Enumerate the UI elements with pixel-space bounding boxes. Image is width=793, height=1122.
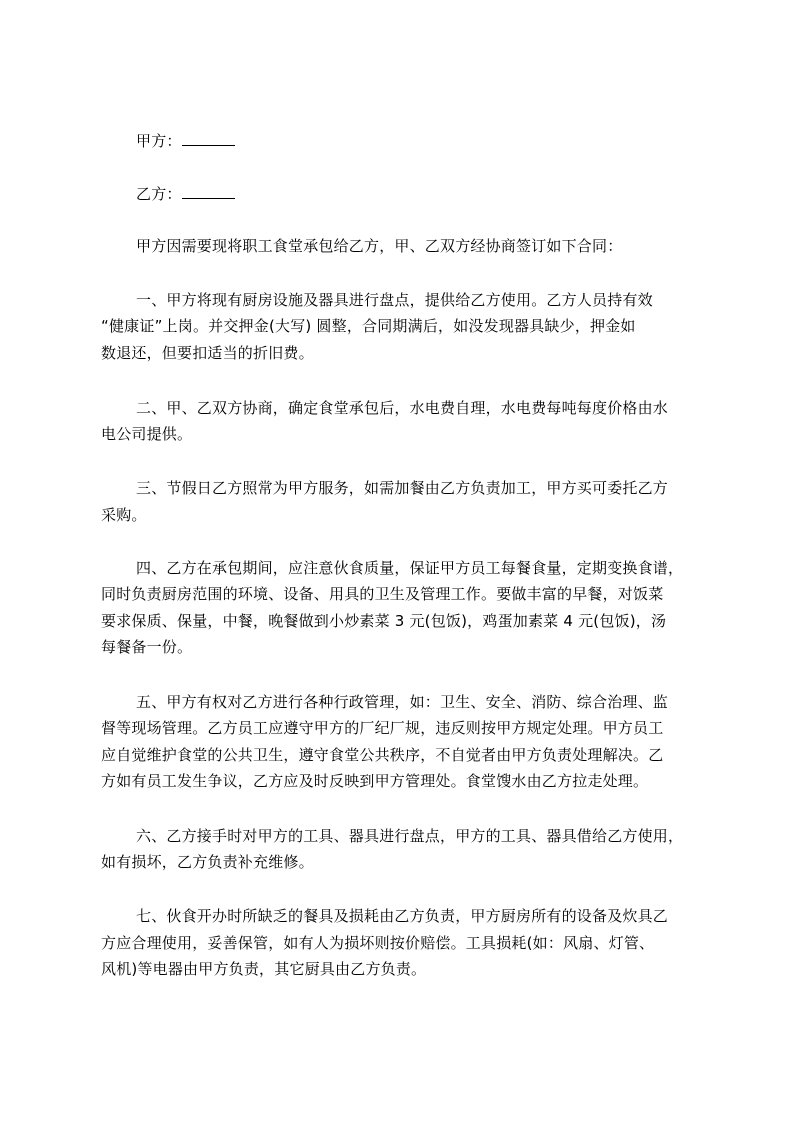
clause-7-line-2: 方应合理使用，妥善保管，如有人为损坏则按价赔偿。工具损耗(如：风扇、灯管、 [101,934,655,952]
clause-5-line-1: 五、甲方有权对乙方进行各种行政管理，如：卫生、安全、消防、综合治理、监 [136,693,669,711]
clause-1-line-3: 数退还，但要扣适当的折旧费。 [101,344,314,362]
party-b-label: 乙方： [136,185,182,203]
party-a-label: 甲方： [136,132,182,150]
clause-2-line-2: 电公司提供。 [101,425,193,443]
clause-1-line-1: 一、甲方将现有厨房设施及器具进行盘点，提供给乙方使用。乙方人员持有效 [136,291,653,309]
clause-4-line-3: 要求保质、保量，中餐，晚餐做到小炒素菜 3 元(包饭)，鸡蛋加素菜 4 元(包饭)，汤 [101,612,667,630]
clause-4-line-1: 四、乙方在承包期间，应注意伙食质量，保证甲方员工每餐食量，定期变换食谱， [136,559,684,577]
clause-5-line-3: 应自觉维护食堂的公共卫生，遵守食堂公共秩序，不自觉者由甲方负责处理解决。乙 [101,746,664,764]
clause-5-line-4: 方如有员工发生争议，乙方应及时反映到甲方管理处。食堂馊水由乙方拉走处理。 [101,772,649,790]
clause-3-line-1: 三、节假日乙方照常为甲方服务，如需加餐由乙方负责加工，甲方买可委托乙方 [136,479,669,497]
clause-2-line-1: 二、甲、乙双方协商，确定食堂承包后，水电费自理，水电费每吨每度价格由水 [136,399,669,417]
intro-paragraph: 甲方因需要现将职工食堂承包给乙方，甲、乙双方经协商签订如下合同： [136,237,623,255]
clause-4-line-2: 同时负责厨房范围的环境、设备、用具的卫生及管理工作。要做丰富的早餐，对饭菜 [101,585,664,603]
party-b-blank [182,184,235,199]
clause-5-line-2: 督等现场管理。乙方员工应遵守甲方的厂纪厂规，违反则按甲方规定处理。甲方员工 [101,719,664,737]
clause-3-line-2: 采购。 [101,506,147,524]
clause-6-line-2: 如有损坏，乙方负责补充维修。 [101,853,314,871]
clause-4-line-4: 每餐备一份。 [101,638,193,656]
clause-7-line-3: 风机)等电器由甲方负责，其它厨具由乙方负责。 [101,960,427,978]
party-a-blank [182,131,235,146]
clause-6-line-1: 六、乙方接手时对甲方的工具、器具进行盘点，甲方的工具、器具借给乙方使用， [136,827,684,845]
party-b-line [136,184,235,204]
clause-1-line-2: “健康证”上岗。并交押金(大写) 圆整，合同期满后，如没发现器具缺少，押金如 [101,317,636,335]
party-a-line [136,131,235,151]
clause-7-line-1: 七、伙食开办时所缺乏的餐具及损耗由乙方负责，甲方厨房所有的设备及炊具乙 [136,907,669,925]
